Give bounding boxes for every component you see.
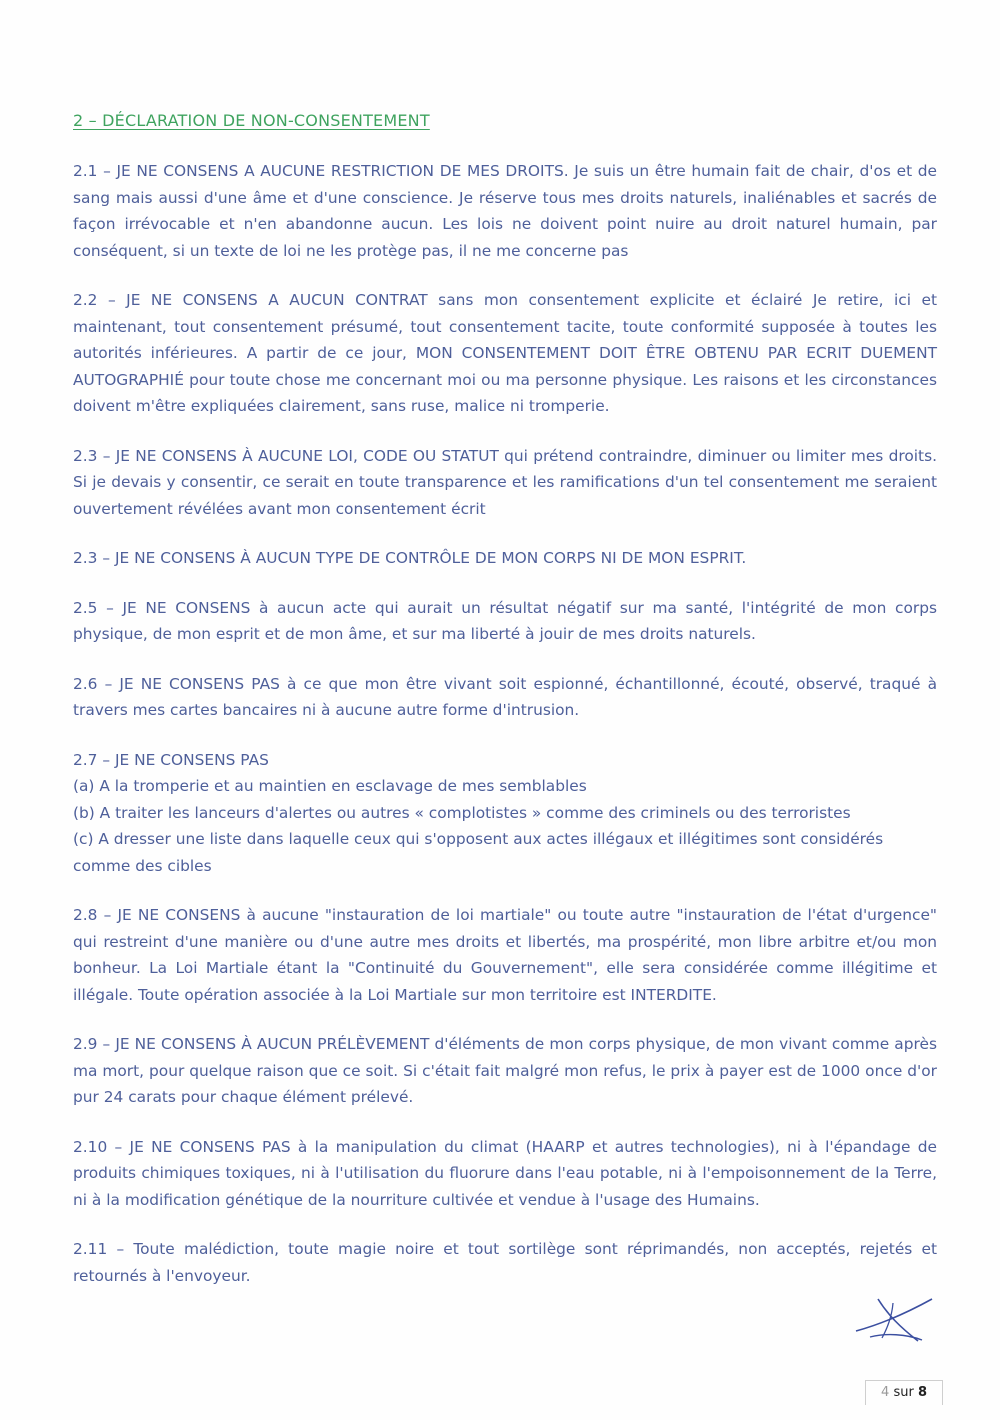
section-title: 2 – DÉCLARATION DE NON-CONSENTEMENT	[73, 111, 430, 130]
list-item-a: (a) A la tromperie et au maintien en esclavage de mes semblables	[73, 777, 587, 795]
paragraph-2-1: 2.1 – JE NE CONSENS A AUCUNE RESTRICTION DE MES DROITS. Je suis un être humain fait de chair, d'os et de sang mais aussi d'une âme et d'une conscience. Je réserve tous mes droits naturels, inaliénables et sacrés de façon irrévocable et n'en abandonne aucun. Les lois ne doivent point nuire au droit naturel humain, par conséquent, si un texte de loi ne les protège pas, il ne me concerne pas	[73, 162, 937, 260]
page-number	[865, 1380, 943, 1405]
paragraph-2-3-bis: 2.3 – JE NE CONSENS À AUCUN TYPE DE CONTRÔLE DE MON CORPS NI DE MON ESPRIT.	[73, 549, 747, 567]
paragraph-2-10: 2.10 – JE NE CONSENS PAS à la manipulation du climat (HAARP et autres technologies), ni à l'épandage de produits chimiques toxiques, ni à l'utilisation du fluorure dans l'eau potable, ni à l'empoisonnement de la Terre, ni à la modification génétique de la nourriture cultivée et vendue à l'usage des Humains.	[73, 1137, 937, 1209]
paragraph-2-9: 2.9 – JE NE CONSENS À AUCUN PRÉLÈVEMENT d'éléments de mon corps physique, de mon vivant comme après ma mort, pour quelque raison que ce soit. Si c'était fait malgré mon refus, le prix à payer est de 1000 once d'or pur 24 carats pour chaque élément prélevé.	[73, 1035, 937, 1106]
paragraph-2-7	[73, 747, 937, 880]
paragraph-2-6: 2.6 – JE NE CONSENS PAS à ce que mon être vivant soit espionné, échantillonné, écouté, observé, traqué à travers mes cartes bancaires ni à aucune autre forme d'intrusion.	[73, 674, 937, 719]
page-current: 4	[881, 1385, 890, 1400]
paragraph-2-5: 2.5 – JE NE CONSENS à aucun acte qui aurait un résultat négatif sur ma santé, l'intégrité de mon corps physique, de mon esprit et de mon âme, et sur ma liberté à jouir de mes droits naturels.	[73, 598, 937, 643]
document-body	[73, 158, 937, 1312]
list-item-c: (c) A dresser une liste dans laquelle ceux qui s'opposent aux actes illégaux et illégitimes sont considérés comme des cibles	[73, 830, 884, 875]
signature-icon	[848, 1293, 938, 1348]
list-item-b: (b) A traiter les lanceurs d'alertes ou autres « complotistes » comme des criminels ou des terroristes	[73, 803, 851, 822]
paragraph-2-7-heading: 2.7 – JE NE CONSENS PAS	[73, 750, 269, 769]
paragraph-2-11: 2.11 – Toute malédiction, toute magie noire et tout sortilège sont réprimandés, non acceptés, rejetés et retournés à l'envoyeur.	[73, 1240, 937, 1285]
paragraph-2-8: 2.8 – JE NE CONSENS à aucune "instauration de loi martiale" ou toute autre "instauration de l'état d'urgence" qui restreint d'une manière ou d'une autre mes droits et libertés, ma prospérité, mon libre arbitre et/ou mon bonheur. La Loi Martiale étant la "Continuité du Gouvernement", elle sera considérée comme illégitime et illégale. Toute opération associée à la Loi Martiale sur mon territoire est INTERDITE.	[73, 906, 937, 1004]
paragraph-2-2: 2.2 – JE NE CONSENS A AUCUN CONTRAT sans mon consentement explicite et éclairé Je retire, ici et maintenant, tout consentement présumé, tout consentement tacite, toute conformité supposée à toutes les autorités inférieures. A partir de ce jour, MON CONSENTEMENT DOIT ÊTRE OBTENU PAR ECRIT DUEMENT AUTOGRAPHIÉ pour toute chose me concernant moi ou ma personne physique. Les raisons et les circonstances doivent m'être expliquées clairement, sans ruse, malice ni tromperie.	[73, 291, 937, 415]
paragraph-2-3: 2.3 – JE NE CONSENS À AUCUNE LOI, CODE OU STATUT qui prétend contraindre, diminuer ou limiter mes droits. Si je devais y consentir, ce serait en toute transparence et les ramifications d'un tel consentement me seraient ouvertement révélées avant mon consentement écrit	[73, 446, 937, 518]
page-separator: sur	[893, 1385, 914, 1400]
page-total: 8	[917, 1385, 927, 1400]
